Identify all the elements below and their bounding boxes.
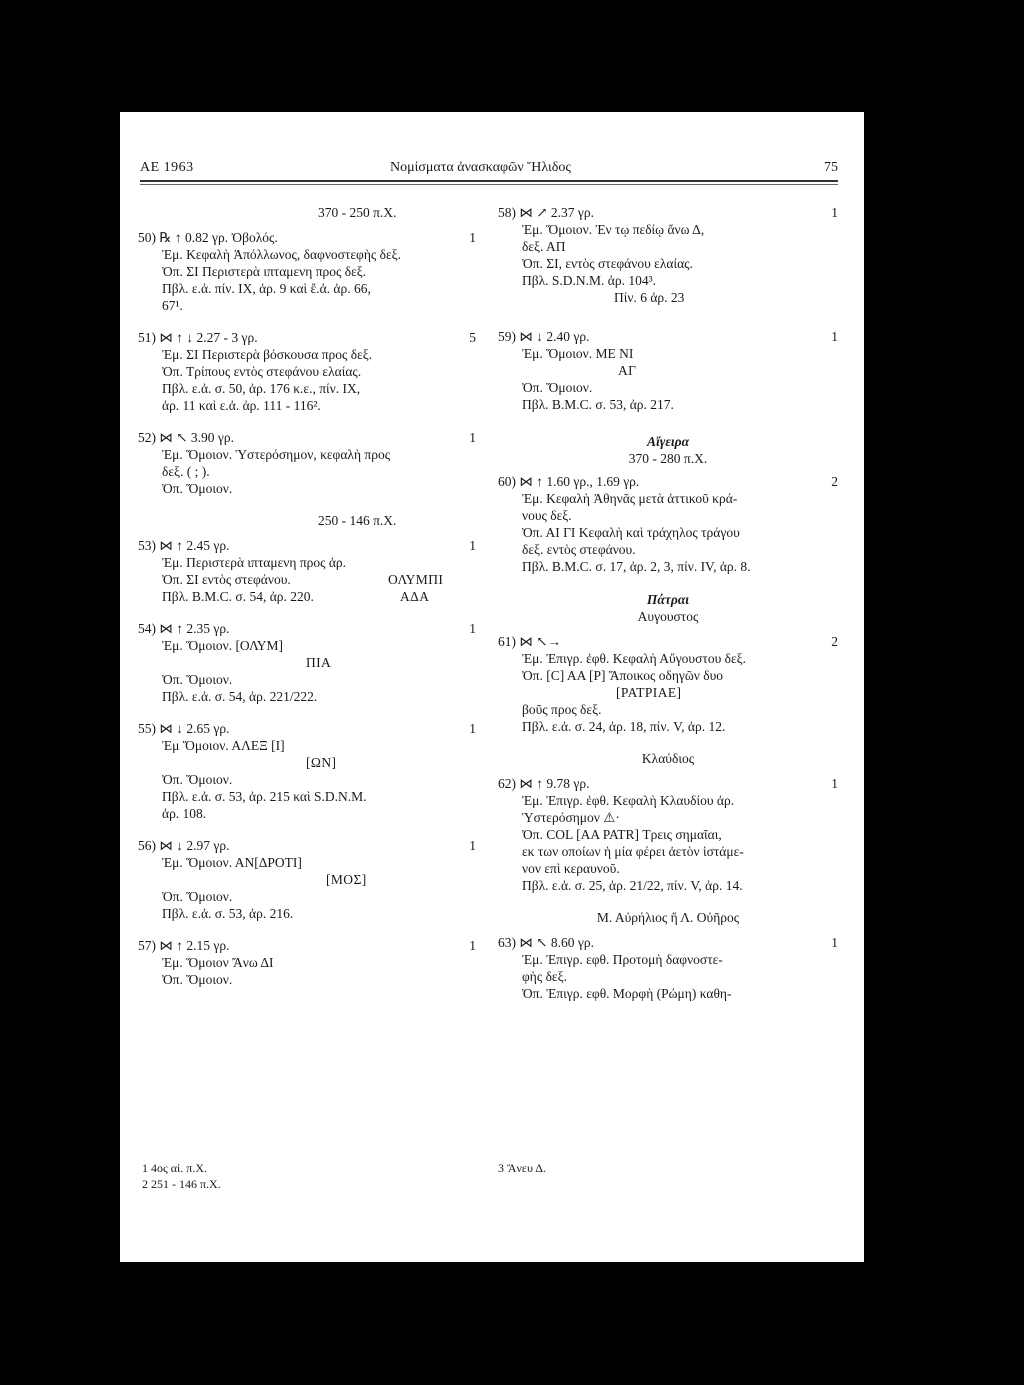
coin-legend: [ΡΑΤΡΙΑΕ] <box>616 685 682 700</box>
entry-count: 1 <box>469 230 476 245</box>
catalogue-entry <box>498 934 838 1002</box>
running-title: Νομίσματα ἀνασκαφῶν Ἤλιδος <box>390 160 571 175</box>
entry-count: 2 <box>831 474 838 489</box>
coin-legend: ΑΔΑ <box>400 589 430 604</box>
catalogue-entry <box>498 633 838 735</box>
footnote: 3 Ἄνευ Δ. <box>498 1161 546 1175</box>
period-heading: 370 - 250 π.Χ. <box>318 205 397 220</box>
entry-head <box>498 328 838 345</box>
entry-head-text: 52) ⋈ ↖ 3.90 γρ. <box>138 430 235 445</box>
entry-head <box>498 473 838 490</box>
coin-legend: ΟΛΥΜΠΙ <box>388 572 444 587</box>
entry-line: δεξ. ΑΠ <box>522 239 566 254</box>
header-rule-thin <box>140 184 838 185</box>
catalogue-entry <box>138 429 476 497</box>
header-rule <box>140 180 838 182</box>
entry-line: Ἐμ. Ὅμοιον. Ὑστερόσημον, κεφαλὴ προς <box>162 447 391 462</box>
entry-line: Ὀπ. ΣΙ, εντὸς στεφάνου ελαίας. <box>522 256 693 271</box>
ruler-heading: Αυγουστος <box>637 609 699 624</box>
entry-line: δεξ. εντὸς στεφάνου. <box>522 542 636 557</box>
entry-line: φὴς δεξ. <box>522 969 567 984</box>
coin-legend: [ΜΟΣ] <box>326 872 367 887</box>
entry-line: Πβλ. Β.Μ.C. σ. 17, ἀρ. 2, 3, πίν. IV, ἀρ. 8. <box>522 559 751 574</box>
entry-head-text: 60) ⋈ ↑ 1.60 γρ., 1.69 γρ. <box>498 474 640 489</box>
catalogue-entry <box>138 620 476 705</box>
city-heading: Αἴγειρα <box>646 434 690 449</box>
entry-line: Ὀπ. COL [ΑΑ PATR] Τρεις σημαῖαι, <box>522 827 722 842</box>
left-column <box>138 204 476 1003</box>
entry-line: Ὀπ. Ἐπιγρ. εφθ. Μορφὴ (Ρώμη) καθη- <box>522 986 732 1001</box>
ruler-heading: Μ. Αὐρήλιος ἤ Λ. Οὐῆρος <box>596 910 740 925</box>
entry-line: Πβλ. ε.ἀ. σ. 54, ἀρ. 221/222. <box>162 689 318 704</box>
entry-line: βοῦς προς δεξ. <box>522 702 602 717</box>
entry-head <box>498 775 838 792</box>
entry-line: Ἐμ. Ὅμοιον. Ἐν τῳ πεδίῳ ἄνω Δ, <box>522 222 705 237</box>
footnote: 2 251 - 146 π.Χ. <box>142 1177 221 1191</box>
entry-line: Ὀπ. Τρίπους εντὸς στεφάνου ελαίας. <box>162 364 362 379</box>
entry-line <box>138 571 476 588</box>
entry-line: Ἐμ. Ἐπιγρ. ἐφθ. Κεφαλὴ Αὔγουστου δεξ. <box>522 651 747 666</box>
right-column <box>498 204 838 1017</box>
footnotes-right <box>498 1160 546 1176</box>
entry-head <box>138 537 476 554</box>
entry-line: Πβλ. ε.ἀ. σ. 50, ἀρ. 176 κ.ε., πίν. ΙΧ, <box>162 381 361 396</box>
entry-line <box>138 588 476 605</box>
coin-legend: [ΩΝ] <box>306 755 337 770</box>
entry-head-text: 54) ⋈ ↑ 2.35 γρ. <box>138 621 230 636</box>
entry-count: 1 <box>469 838 476 853</box>
entry-line: Ἐμ. Κεφαλὴ Ἀθηνᾶς μετὰ ἀττικοῦ κρά- <box>522 491 738 506</box>
entry-line: Ὀπ. Ὅμοιον. <box>522 380 593 395</box>
catalogue-entry <box>498 473 838 575</box>
city-heading: Πάτραι <box>646 592 690 607</box>
plate-reference: Πίν. 6 ἀρ. 23 <box>614 290 685 305</box>
catalogue-entry <box>498 328 838 413</box>
entry-line: ἀρ. 11 καὶ ε.ἀ. ἀρ. 111 - 116². <box>162 398 321 413</box>
entry-count: 1 <box>469 621 476 636</box>
entry-count: 1 <box>469 430 476 445</box>
entry-line: νους δεξ. <box>522 508 572 523</box>
entry-line: Πβλ. ε.ἀ. σ. 25, ἀρ. 21/22, πίν. V, ἀρ. 14. <box>522 878 743 893</box>
catalogue-entry <box>498 204 838 306</box>
entry-line: Ἐμ. Περιστερὰ ιπταμενη προς ἀρ. <box>162 555 347 570</box>
entry-head-text: 51) ⋈ ↑ ↓ 2.27 - 3 γρ. <box>138 330 258 345</box>
entry-line: Ὀπ. ΣΙ Περιστερὰ ιπταμενη προς δεξ. <box>162 264 367 279</box>
entry-line: Ἐμ. ΣΙ Περιστερὰ βόσκουσα προς δεξ. <box>162 347 373 362</box>
entry-line: Ἐμ. Ὅμοιον. ΜΕ ΝΙ <box>522 346 634 361</box>
entry-line: Πβλ. Β.Μ.C. σ. 53, ἀρ. 217. <box>522 397 674 412</box>
entry-count: 1 <box>469 938 476 953</box>
entry-count: 1 <box>469 721 476 736</box>
entry-line: 67¹. <box>162 298 183 313</box>
entry-line: ἀρ. 108. <box>162 806 207 821</box>
entry-head <box>138 429 476 446</box>
catalogue-entry <box>138 537 476 605</box>
entry-head-text: 53) ⋈ ↑ 2.45 γρ. <box>138 538 230 553</box>
entry-count: 1 <box>831 935 838 950</box>
entry-line: νον επὶ κεραυνοῦ. <box>522 861 620 876</box>
entry-line: Ὑστερόσημον ⚠· <box>522 810 620 825</box>
entry-line: Ὀπ. ΑΙ ΓΙ Κεφαλὴ καὶ τράχηλος τράγου <box>522 525 740 540</box>
period-heading: 250 - 146 π.Χ. <box>318 513 397 528</box>
document-page <box>120 112 864 1262</box>
entry-line: Ὀπ. Ὅμοιον. <box>162 889 233 904</box>
catalogue-entry <box>138 329 476 414</box>
entry-head-text: 57) ⋈ ↑ 2.15 γρ. <box>138 938 230 953</box>
entry-head <box>498 633 838 650</box>
entry-line: Πβλ. ε.ἀ. σ. 53, ἀρ. 215 καὶ S.D.N.M. <box>162 789 367 804</box>
entry-head-text: 63) ⋈ ↖ 8.60 γρ. <box>498 935 595 950</box>
entry-head <box>498 204 838 221</box>
entry-line: Ἐμ. Ἐπιγρ. ἐφθ. Κεφαλὴ Κλαυδίου ἀρ. <box>522 793 735 808</box>
entry-line: Ἐμ. Ὅμοιον Ἄνω ΔΙ <box>162 955 274 970</box>
entry-line: Ἐμ. Ὅμοιον. ΑΝ[ΔΡΟΤΙ] <box>162 855 302 870</box>
entry-line: Ἐμ Ὅμοιον. ΑΛΕΞ [Ι] <box>162 738 285 753</box>
entry-line: Πβλ. ε.ἀ. πίν. ΙΧ, ἀρ. 9 καὶ ἔ.ἀ. ἀρ. 66, <box>162 281 371 296</box>
period-heading: 370 - 280 π.Χ. <box>628 451 708 466</box>
journal-label: ΑΕ 1963 <box>140 160 194 175</box>
catalogue-entry <box>138 720 476 822</box>
entry-count: 1 <box>831 329 838 344</box>
entry-count: 1 <box>831 776 838 791</box>
footnotes-left <box>142 1160 221 1192</box>
entry-line: Ὀπ. Ὅμοιον. <box>162 481 233 496</box>
entry-head-text: 50) ℞ ↑ 0.82 γρ. Ὀβολός. <box>138 230 278 245</box>
entry-line: Ἐμ. Ἐπιγρ. εφθ. Προτομὴ δαφνοστε- <box>522 952 723 967</box>
entry-line: Ἐμ. Ὅμοιον. [ΟΛΥΜ] <box>162 638 284 653</box>
coin-legend: ΑΓ <box>618 363 637 378</box>
entry-line: Ὀπ. Ὅμοιον. <box>162 772 233 787</box>
footnote: 1 4ος αἰ. π.Χ. <box>142 1161 207 1175</box>
entry-line-text: Ὀπ. ΣΙ εντὸς στεφάνου. <box>162 572 291 587</box>
entry-head <box>138 837 476 854</box>
entry-line: Πβλ. ε.ἀ. σ. 24, ἀρ. 18, πίν. V, ἀρ. 12. <box>522 719 726 734</box>
catalogue-entry <box>138 837 476 922</box>
entry-head-text: 59) ⋈ ↓ 2.40 γρ. <box>498 329 590 344</box>
entry-count: 1 <box>831 205 838 220</box>
entry-head-text: 61) ⋈ ↖→ <box>498 634 562 649</box>
entry-line-text: Πβλ. Β.Μ.C. σ. 54, ἀρ. 220. <box>162 589 314 604</box>
entry-head <box>138 937 476 954</box>
entry-head-text: 56) ⋈ ↓ 2.97 γρ. <box>138 838 230 853</box>
entry-head-text: 62) ⋈ ↑ 9.78 γρ. <box>498 776 590 791</box>
page-number: 75 <box>824 160 838 175</box>
ruler-heading: Κλαύδιος <box>641 751 695 766</box>
coin-legend: ΠΙΑ <box>306 655 332 670</box>
entry-line: Ὀπ. Ὅμοιον. <box>162 972 233 987</box>
entry-line: Ἐμ. Κεφαλὴ Ἀπόλλωνος, δαφνοστεφὴς δεξ. <box>162 247 402 262</box>
catalogue-entry <box>498 775 838 894</box>
entry-head <box>138 720 476 737</box>
entry-count: 1 <box>469 538 476 553</box>
entry-line: εκ των οποίων ἡ μία φέρει ἀετὸν ἱστάμε- <box>522 844 744 859</box>
entry-count: 2 <box>831 634 838 649</box>
entry-head-text: 55) ⋈ ↓ 2.65 γρ. <box>138 721 230 736</box>
entry-count: 5 <box>469 330 476 345</box>
entry-line: Ὀπ. [C] ΑΑ [Ρ] Ἄποικος οδηγῶν δυο <box>522 668 724 683</box>
entry-head <box>138 329 476 346</box>
entry-line: Πβλ. ε.ἀ. σ. 53, ἀρ. 216. <box>162 906 294 921</box>
entry-head <box>498 934 838 951</box>
catalogue-entry <box>138 937 476 988</box>
catalogue-entry <box>138 229 476 314</box>
entry-head <box>138 229 476 246</box>
entry-line: δεξ. ( ; ). <box>162 464 210 479</box>
entry-head <box>138 620 476 637</box>
entry-line: Ὀπ. Ὅμοιον. <box>162 672 233 687</box>
entry-line: Πβλ. S.D.N.M. ἀρ. 104³. <box>522 273 657 288</box>
entry-head-text: 58) ⋈ ↗ 2.37 γρ. <box>498 205 595 220</box>
